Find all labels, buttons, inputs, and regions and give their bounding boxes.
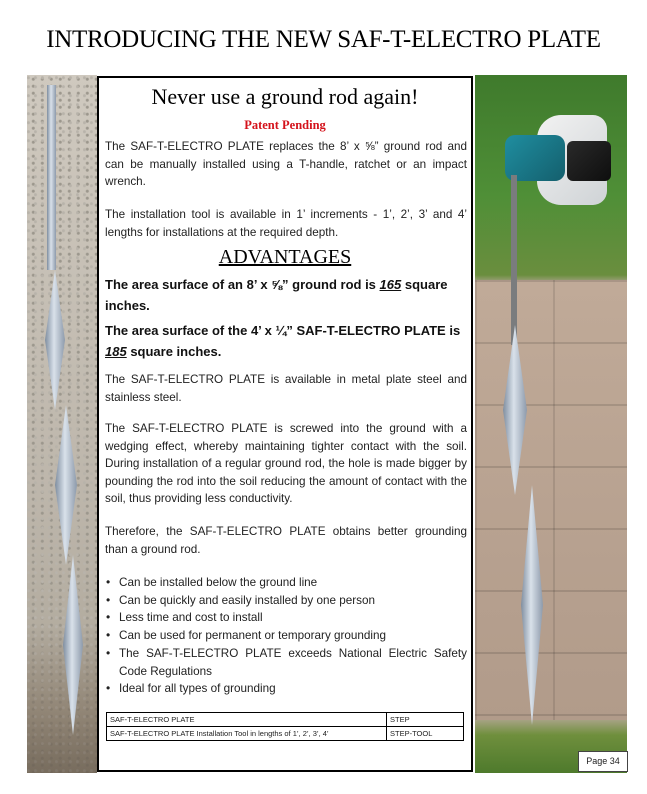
installation-paragraph: The SAF-T-ELECTRO PLATE is screwed into the ground with a wedging effect, whereby maintaining tighter contact with the soil. During installation of a regular ground rod, the hole is made bigger by pounding the rod into the soil reducing the amount of contact with the soil, thus providing less conductivity.: [105, 422, 467, 505]
advantages-heading: ADVANTAGES: [218, 246, 352, 268]
table-row: [107, 713, 464, 727]
list-item: • Can be installed below the ground line: [105, 574, 467, 592]
drill-battery: [567, 141, 611, 181]
brick-wall: [475, 280, 627, 720]
conclusion-paragraph: Therefore, the SAF-T-ELECTRO PLATE obtains better grounding than a ground rod.: [105, 525, 467, 556]
area-plate-pre: The area surface of the 4’ x ¼” SAF-T-ELECTRO PLATE is: [105, 323, 461, 338]
plate-shaft-top: [47, 85, 56, 270]
table-cell-item: SAF-T-ELECTRO PLATE Installation Tool in lengths of 1’, 2’, 3’, 4’: [107, 727, 387, 741]
advantages-list: [105, 574, 467, 698]
list-item: • Can be quickly and easily installed by one person: [105, 592, 467, 610]
right-installation-photo: [475, 75, 627, 773]
table-row: [107, 727, 464, 741]
installation-tool-shaft: [511, 175, 517, 345]
list-item: • Can be used for permanent or temporary grounding: [105, 627, 467, 645]
table-cell-code: STEP-TOOL: [387, 727, 464, 741]
material-paragraph: The SAF-T-ELECTRO PLATE is available in metal plate steel and stainless steel.: [105, 373, 467, 404]
area-plate-value: 185: [105, 344, 127, 359]
product-code-table: [106, 712, 464, 741]
area-rod-post: square inches.: [105, 277, 448, 313]
intro-paragraph-1: The SAF-T-ELECTRO PLATE replaces the 8’ x ⅝” ground rod and can be manually installed using a T-handle, ratchet or an impact wrench.: [105, 140, 467, 188]
patent-pending-label: Patent Pending: [244, 118, 326, 132]
area-plate-post: square inches.: [126, 344, 222, 359]
table-cell-item: SAF-T-ELECTRO PLATE: [107, 713, 387, 727]
grass-area: [27, 623, 97, 773]
left-product-photo: [27, 75, 97, 773]
content-panel: [97, 76, 473, 772]
list-item: • Ideal for all types of grounding: [105, 680, 467, 698]
plate-twist-1: [45, 270, 65, 410]
panel-title: Never use a ground rod again!: [151, 84, 419, 109]
intro-paragraph-2: The installation tool is available in 1’ increments - 1’, 2’, 3’ and 4’ lengths for installations at the required depth.: [105, 208, 467, 239]
plate-twist-2: [55, 405, 77, 565]
area-plate-statement: [105, 320, 467, 362]
list-item: • Less time and cost to install: [105, 609, 467, 627]
area-rod-pre: The area surface of an 8’ x ⅝” ground rod is: [105, 277, 380, 292]
page-headline: INTRODUCING THE NEW SAF-T-ELECTRO PLATE: [46, 26, 601, 53]
list-item: • The SAF-T-ELECTRO PLATE exceeds National Electric Safety Code Regulations: [105, 645, 467, 680]
area-rod-value: 165: [379, 277, 402, 292]
area-rod-statement: [105, 274, 467, 316]
page-number: Page 34: [578, 751, 628, 772]
table-cell-code: STEP: [387, 713, 464, 727]
